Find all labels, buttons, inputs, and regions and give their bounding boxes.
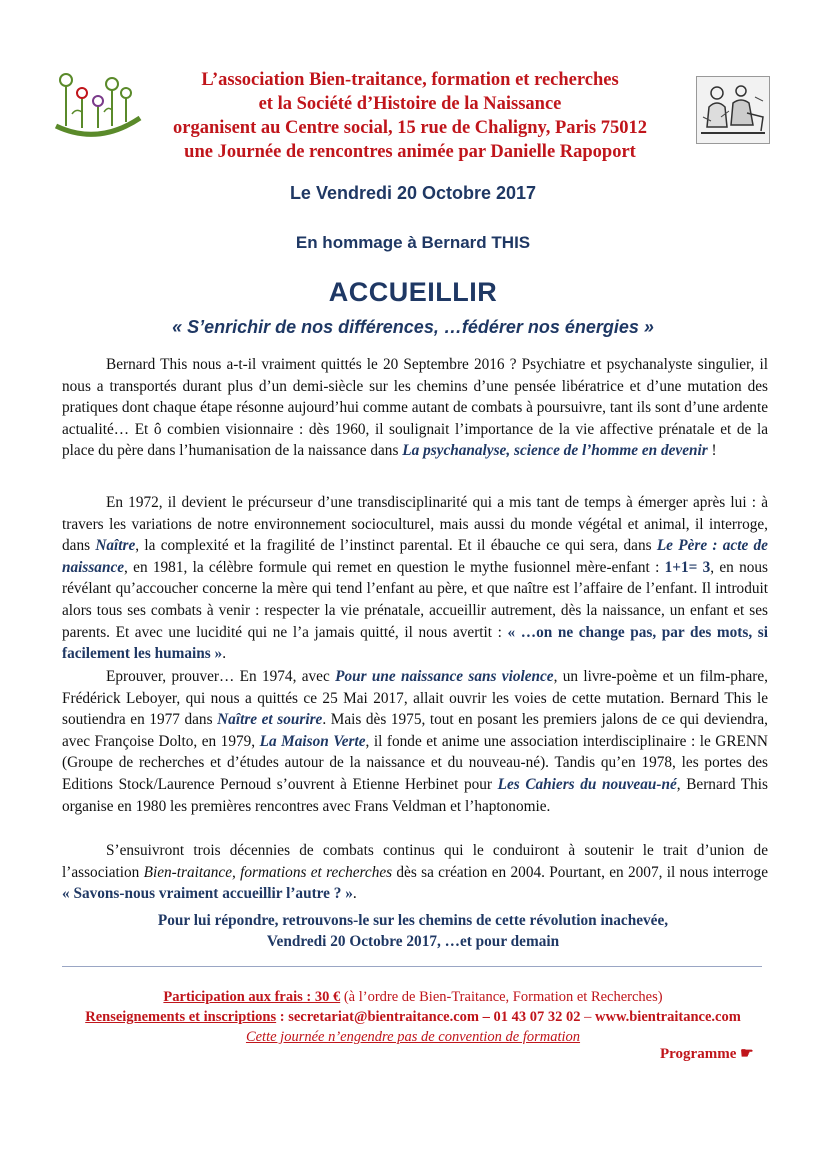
header-line-2: et la Société d’Histoire de la Naissance bbox=[258, 94, 562, 114]
info-contact: : secretariat@bientraitance.com – 01 43 07 32 02 bbox=[276, 1009, 581, 1025]
p3-book-title-4: Les Cahiers du nouveau-né bbox=[497, 775, 677, 793]
page-title: ACCUEILLIR bbox=[328, 277, 498, 307]
p1-book-title: La psychanalyse, science de l’homme en devenir bbox=[402, 442, 708, 460]
info-label: Renseignements et inscriptions bbox=[85, 1009, 277, 1025]
header-line-1: L’association Bien-traitance, formation et recherches bbox=[201, 70, 619, 90]
paragraph-1 bbox=[62, 354, 768, 462]
header-line-3: organisent au Centre social, 15 rue de Chaligny, Paris 75012 bbox=[173, 118, 647, 138]
header-organizers bbox=[150, 68, 670, 164]
p2-text-3: , en 1981, la célèbre formule qui remet en question le mythe fusionnel mère-enfant : bbox=[124, 558, 665, 576]
p3-text-4: , il fonde et anime une association interdisciplinaire : le GRENN (Groupe de recherches et d’études autour de la naissance et du nouveau-né). Tandis qu’en 1978, les portes des Editions Stock/Laurence Pernoud s’ouvrent à Etienne Herbinet pour bbox=[62, 732, 768, 793]
p2-book-title-1: Naître bbox=[95, 537, 136, 555]
closing-statement bbox=[0, 910, 826, 952]
p2-formula: 1+1= 3 bbox=[664, 558, 711, 576]
paragraph-3 bbox=[62, 666, 768, 817]
event-date: Le Vendredi 20 Octobre 2017 bbox=[289, 183, 537, 203]
footer-info-line bbox=[0, 1007, 826, 1027]
p2-text-1: En 1972, il devient le précurseur d’une transdisciplinarité qui a mis tant de temps à émerger après lui : à travers les variations de notre environnement socioculturel, mais aussi du monde végétal et animal, il interroge, dans bbox=[62, 494, 768, 555]
p4-quote: « Savons-nous vraiment accueillir l’autre ? » bbox=[62, 885, 353, 903]
p3-text-2: , un livre-poème et un film-phare, Frédérick Leboyer, qui nous a quittés ce 25 Mai 2017, allait ouvrir les voies de cette mutation. Bernard This le soutiendra en 1977 dans bbox=[62, 668, 769, 729]
p2-book-title-2: Le Père : acte de naissance bbox=[62, 537, 768, 576]
hommage-line: En hommage à Bernard THIS bbox=[295, 233, 531, 252]
paragraph-2 bbox=[62, 492, 768, 665]
page-subtitle: « S’enrichir de nos différences, …fédérer nos énergies » bbox=[172, 317, 654, 337]
p3-book-title-1: Pour une naissance sans violence bbox=[335, 668, 554, 685]
p4-text-3: . bbox=[352, 885, 357, 903]
footer-info bbox=[0, 987, 826, 1047]
p1-text-2: ! bbox=[707, 442, 717, 460]
p4-association-name: Bien-traitance, formations et recherches bbox=[143, 863, 393, 881]
p4-text-2: dès sa création en 2004. Pourtant, en 2007, il nous interroge bbox=[392, 863, 768, 881]
fee-note: (à l’ordre de Bien-Traitance, Formation et Recherches) bbox=[340, 989, 663, 1005]
separator-line bbox=[62, 966, 762, 967]
p1-text-1: Bernard This nous a-t-il vraiment quittés le 20 Septembre 2016 ? Psychiatre et psychanalyste singulier, il nous a transportés durant plus d’un demi-siècle sur les chemins d’une pensée libératrice et d’une mutation des pratiques dont chaque étape résonne aujourd’hui comme autant de combats à poursuivre, tant ils sont d’une ardente actualité… Et ô combien visionnaire : dès 1960, il soulignait l’importance de la vie affective prénatale et de la place du père dans l’humanisation de la naissance dans bbox=[62, 356, 768, 460]
p3-book-title-2: Naître et sourire bbox=[217, 711, 323, 729]
p3-text-5: , Bernard This organise en 1980 les premières rencontres avec Frans Veldman et l’haptonomie. bbox=[62, 775, 768, 815]
p4-text-1: S’ensuivront trois décennies de combats continus qui le conduiront à soutenir le trait d’union de l’association bbox=[62, 842, 768, 881]
closing-line-2: Vendredi 20 Octobre 2017, …et pour demain bbox=[266, 933, 560, 950]
p3-text-3: . Mais dès 1975, tout en posant les premiers jalons de ce qui deviendra, avec Françoise Dolto, en 1979, bbox=[62, 711, 769, 750]
info-dash: – bbox=[580, 1009, 595, 1025]
programme-link[interactable]: Programme ☛ bbox=[660, 1046, 754, 1062]
paragraph-4 bbox=[62, 840, 768, 905]
engraving-illustration bbox=[696, 76, 770, 144]
p2-text-2: , la complexité et la fragilité de l’instinct parental. Et il ébauche ce qui sera, dans bbox=[135, 537, 657, 555]
closing-line-1: Pour lui répondre, retrouvons-le sur les chemins de cette révolution inachevée, bbox=[157, 912, 669, 929]
p3-book-title-3: La Maison Verte bbox=[259, 732, 366, 750]
website-link[interactable]: www.bientraitance.com bbox=[595, 1009, 741, 1025]
header-line-4: une Journée de rencontres animée par Danielle Rapoport bbox=[184, 142, 636, 162]
p2-text-4: , en nous révélant qu’accoucher concerne la mère qui tend l’enfant au père, et que naître est l’affaire de l’enfant. Il introduit alors tous ses combats à venir : respecter la vie prénatale, accueillir autrement, dès la naissance, un enfant et ses parents. Et avec une lucidité qui ne l’a jamais quitté, il nous avertit : bbox=[62, 558, 769, 641]
training-note: Cette journée n’engendre pas de convention de formation bbox=[245, 1029, 581, 1045]
p2-text-5: . bbox=[222, 645, 227, 663]
association-logo bbox=[52, 68, 144, 140]
fee-label: Participation aux frais : 30 € bbox=[163, 989, 341, 1005]
p3-text-1: Eprouver, prouver… En 1974, avec bbox=[106, 668, 336, 685]
footer-fee-line bbox=[0, 987, 826, 1007]
p2-quote: « …on ne change pas, par des mots, si facilement les humains » bbox=[62, 623, 768, 663]
